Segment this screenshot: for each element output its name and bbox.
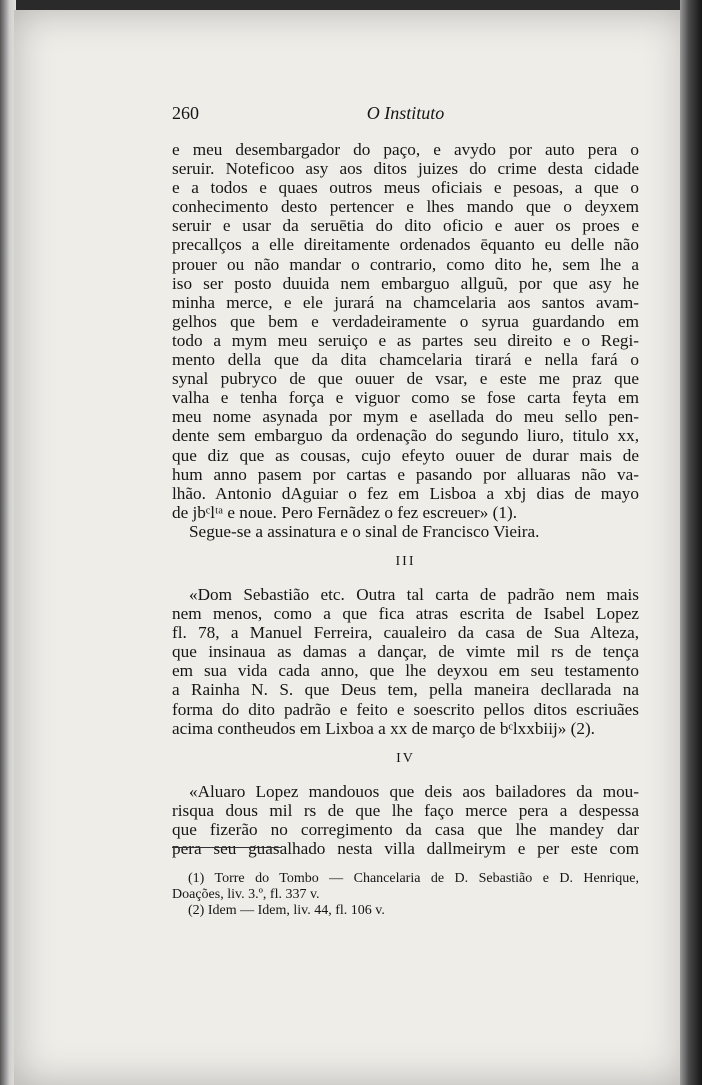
text-line: risqua dous mil rs de que lhe faço merce pera a despessa bbox=[172, 800, 639, 820]
text-line: todo a mym meu seruiço e as partes seu direito e o Regi- bbox=[172, 330, 639, 350]
text-line: conhecimento desto pertencer e lhes mando que o deyxem bbox=[172, 197, 639, 217]
text-line: e meu desembargador do paço, e avydo por auto pera o bbox=[172, 140, 639, 159]
text-line: «Aluaro Lopez mandouos que deis aos bailadores da mou- bbox=[189, 781, 639, 801]
text-line: Segue-se a assinatura e o sinal de Francisco Vieira. bbox=[189, 521, 540, 541]
footnotes bbox=[172, 871, 639, 919]
text-line: iso ser posto duuida nem embarguo allguũ, por que asy he bbox=[172, 273, 639, 293]
text-line: de jbᶜlᵗᵃ e noue. Pero Fernãdez o fez escreuer» (1). bbox=[172, 502, 518, 522]
text-line: fl. 78, a Manuel Ferreira, caualeiro da casa de Sua Alteza, bbox=[172, 623, 639, 643]
page-header bbox=[172, 103, 639, 125]
text-line: forma do dito padrão e feito e soescrito pellos ditos escriuães bbox=[172, 699, 639, 719]
text-line: a Rainha N. S. que Deus tem, pella maneira decllarada na bbox=[172, 680, 639, 700]
section-number-iii: III bbox=[395, 553, 416, 569]
text-line: seruir. Noteficoo asy aos ditos juizes do crime desta cidade bbox=[172, 159, 639, 179]
text-line: lhão. Antonio dAguiar o fez em Lisboa a xbj dias de mayo bbox=[172, 483, 639, 503]
footnote-divider bbox=[172, 847, 282, 848]
text-line: «Dom Sebastião etc. Outra tal carta de padrão nem mais bbox=[189, 584, 639, 604]
text-line: valha e tenha força e viguor como se fose carta feyta em bbox=[172, 388, 639, 408]
section-iii-text bbox=[172, 585, 639, 738]
text-line: pera seu guasalhado nesta villa dallmeirym e per este com bbox=[172, 839, 639, 858]
text-line: que fizerão no corregimento da casa que lhe mandey dar bbox=[172, 819, 639, 839]
text-line: meu nome asynada por mym e asellada do meu sello pen- bbox=[172, 407, 639, 427]
text-line: precallços a elle direitamente ordenados ēquanto eu delle não bbox=[172, 235, 639, 255]
text-line: que insinaua as damas a dançar, de vimte mil rs de tença bbox=[172, 642, 639, 662]
text-line: dente sem embarguo da ordenação do segundo liuro, titulo xx, bbox=[172, 426, 639, 446]
text-line: em sua vida cada anno, que lhe deyxou em seu testamento bbox=[172, 661, 639, 681]
running-title: O Instituto bbox=[366, 103, 445, 123]
footnote-line: (1) Torre do Tombo — Chancelaria de D. Sebastião e D. Henrique, bbox=[188, 871, 639, 886]
text-line: que diz que as cousas, cujo efeyto ouuer de durar mais de bbox=[172, 445, 639, 465]
footnote-line: (2) Idem — Idem, liv. 44, fl. 106 v. bbox=[188, 903, 385, 918]
text-line: acima contheudos em Lixboa a xx de março de bᶜlxxbiij» (2). bbox=[172, 718, 595, 738]
text-line: e a todos e quaes outros meus oficiais e pesoas, a que o bbox=[172, 178, 639, 198]
paragraph-signature-note bbox=[172, 522, 639, 541]
section-number-iv: IV bbox=[396, 750, 415, 766]
text-line: mento della que da dita chamcelaria tirará e nella fará o bbox=[172, 350, 639, 370]
text-line: nem menos, como a que fica atras escrita de Isabel Lopez bbox=[172, 604, 639, 624]
scan-right-edge bbox=[680, 0, 702, 1085]
paragraph-document-continuation bbox=[172, 140, 639, 522]
footnote-line: Doações, liv. 3.º, fl. 337 v. bbox=[172, 887, 320, 902]
page-number: 260 bbox=[172, 103, 199, 123]
text-line: minha merce, e ele jurará na chamcelaria aos santos avam- bbox=[172, 292, 639, 312]
text-line: synal pubryco de que ouuer de vsar, e este me praz que bbox=[172, 369, 639, 389]
body-text bbox=[172, 140, 639, 858]
text-line: gelhos que bem e verdadeiramente o syrua guardando em bbox=[172, 311, 639, 331]
text-line: seruir e usar da seruētia do dito oficio e auer os proes e bbox=[172, 216, 639, 236]
text-line: hum anno pasem por cartas e pasando por alluaras não va- bbox=[172, 464, 639, 484]
text-line: prouer ou não mandar o contrario, como dito he, sem lhe a bbox=[172, 254, 639, 274]
